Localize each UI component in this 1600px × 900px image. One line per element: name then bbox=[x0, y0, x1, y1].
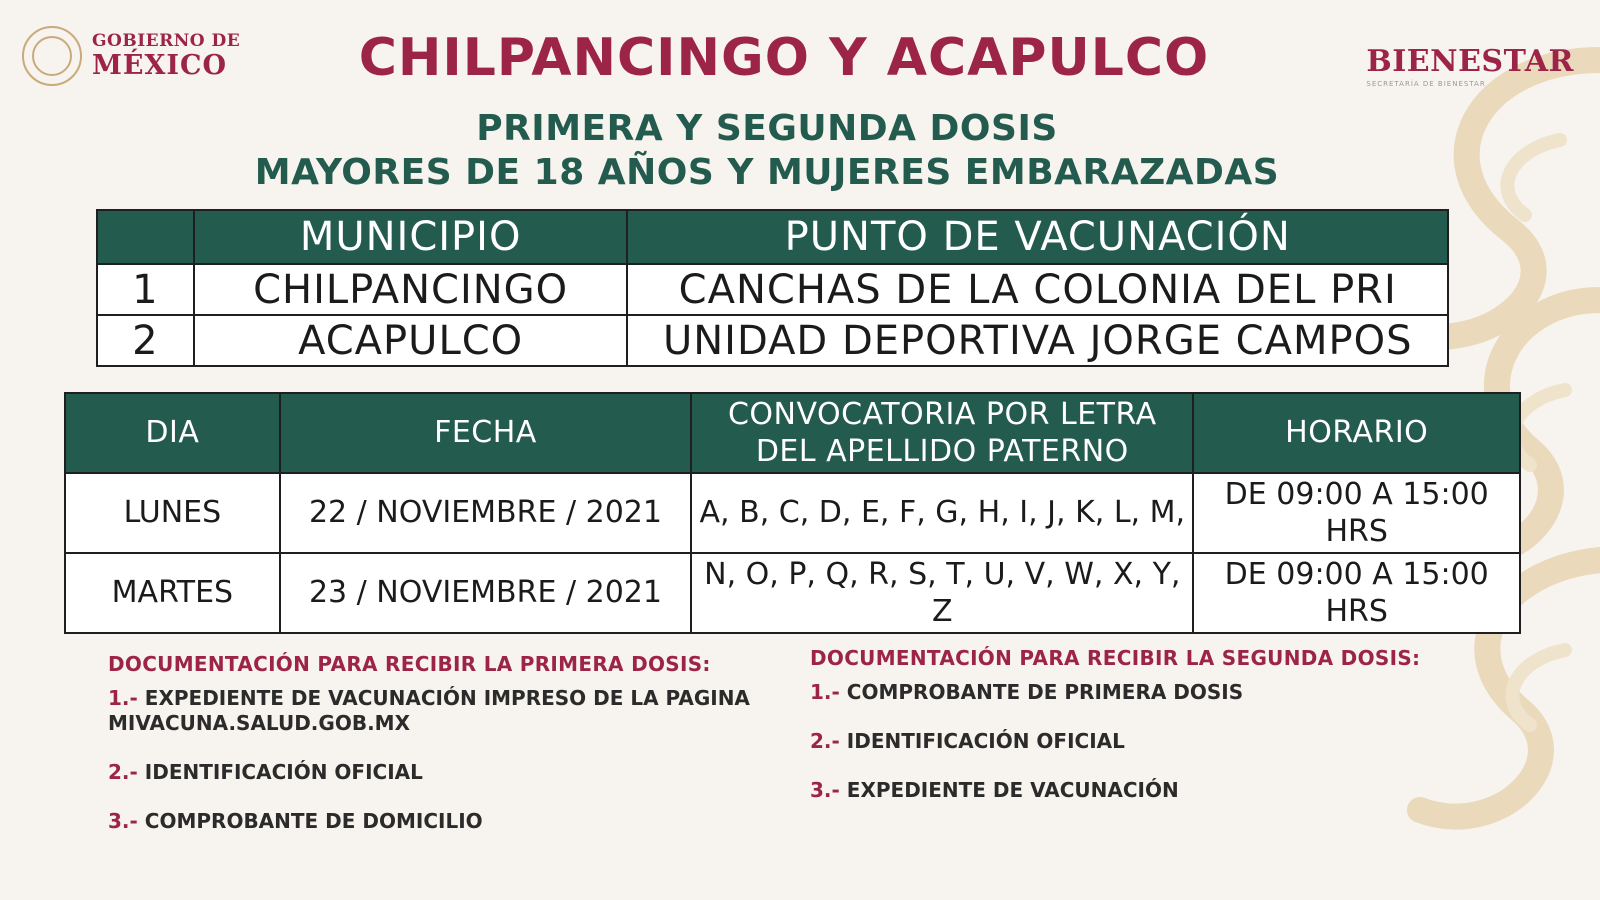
cell-number: 1 bbox=[97, 264, 194, 315]
bienestar-name: BIENESTAR bbox=[1366, 44, 1574, 79]
subtitle-line2: MAYORES DE 18 AÑOS Y MUJERES EMBARAZADAS bbox=[254, 152, 1280, 193]
item-text: COMPROBANTE DE DOMICILIO bbox=[144, 809, 483, 833]
item-number: 2.- bbox=[810, 729, 840, 753]
list-item bbox=[810, 778, 1490, 803]
list-item bbox=[810, 680, 1490, 705]
item-number: 1.- bbox=[810, 680, 840, 704]
item-text: EXPEDIENTE DE VACUNACIÓN IMPRESO DE LA PAGINA MIVACUNA.SALUD.GOB.MX bbox=[108, 686, 750, 735]
cell-dia: MARTES bbox=[65, 553, 280, 633]
cell-fecha: 22 / NOVIEMBRE / 2021 bbox=[280, 473, 691, 553]
locations-table bbox=[96, 209, 1449, 367]
cell-horario: DE 09:00 A 15:00 HRS bbox=[1193, 553, 1520, 633]
cell-horario: DE 09:00 A 15:00 HRS bbox=[1193, 473, 1520, 553]
item-number: 3.- bbox=[810, 778, 840, 802]
list-item bbox=[108, 809, 788, 834]
cell-fecha: 23 / NOVIEMBRE / 2021 bbox=[280, 553, 691, 633]
cell-number: 2 bbox=[97, 315, 194, 366]
cell-convocatoria: N, O, P, Q, R, S, T, U, V, W, X, Y, Z bbox=[691, 553, 1193, 633]
cell-punto: CANCHAS DE LA COLONIA DEL PRI bbox=[627, 264, 1448, 315]
header-cell-convocatoria: CONVOCATORIA POR LETRA DEL APELLIDO PATERNO bbox=[691, 393, 1193, 473]
gov-logo-line1: GOBIERNO DE bbox=[92, 31, 241, 51]
header-cell-number bbox=[97, 210, 194, 264]
docs-second-heading: DOCUMENTACIÓN PARA RECIBIR LA SEGUNDA DOSIS: bbox=[810, 646, 1421, 670]
header-cell-punto: PUNTO DE VACUNACIÓN bbox=[627, 210, 1448, 264]
list-item bbox=[108, 760, 788, 785]
item-text: IDENTIFICACIÓN OFICIAL bbox=[144, 760, 423, 784]
table-row bbox=[97, 264, 1448, 315]
item-number: 2.- bbox=[108, 760, 138, 784]
item-text: IDENTIFICACIÓN OFICIAL bbox=[846, 729, 1125, 753]
cell-punto: UNIDAD DEPORTIVA JORGE CAMPOS bbox=[627, 315, 1448, 366]
schedule-table bbox=[64, 392, 1521, 634]
header-cell-dia: DIA bbox=[65, 393, 280, 473]
bienestar-subtitle: SECRETARÍA DE BIENESTAR bbox=[1366, 80, 1486, 88]
bienestar-logo bbox=[1366, 44, 1574, 88]
page-title: CHILPANCINGO Y ACAPULCO bbox=[358, 28, 1210, 88]
cell-convocatoria: A, B, C, D, E, F, G, H, I, J, K, L, M, bbox=[691, 473, 1193, 553]
header-cell-horario: HORARIO bbox=[1193, 393, 1520, 473]
item-number: 1.- bbox=[108, 686, 138, 710]
cell-dia: LUNES bbox=[65, 473, 280, 553]
docs-second-dose bbox=[810, 646, 1490, 827]
cell-municipio: CHILPANCINGO bbox=[194, 264, 628, 315]
header-cell-fecha: FECHA bbox=[280, 393, 691, 473]
subtitle-line1: PRIMERA Y SEGUNDA DOSIS bbox=[476, 108, 1058, 149]
table-header-row bbox=[97, 210, 1448, 264]
header-cell-municipio: MUNICIPIO bbox=[194, 210, 628, 264]
table-row bbox=[65, 553, 1520, 633]
table-row bbox=[65, 473, 1520, 553]
item-number: 3.- bbox=[108, 809, 138, 833]
docs-first-heading: DOCUMENTACIÓN PARA RECIBIR LA PRIMERA DOSIS: bbox=[108, 652, 711, 676]
item-text: COMPROBANTE DE PRIMERA DOSIS bbox=[846, 680, 1244, 704]
item-text: EXPEDIENTE DE VACUNACIÓN bbox=[846, 778, 1179, 802]
cell-municipio: ACAPULCO bbox=[194, 315, 628, 366]
table-row bbox=[97, 315, 1448, 366]
list-item bbox=[810, 729, 1490, 754]
gov-logo-line2: MÉXICO bbox=[92, 50, 228, 81]
docs-first-dose bbox=[108, 652, 788, 858]
table-header-row bbox=[65, 393, 1520, 473]
list-item bbox=[108, 686, 788, 736]
